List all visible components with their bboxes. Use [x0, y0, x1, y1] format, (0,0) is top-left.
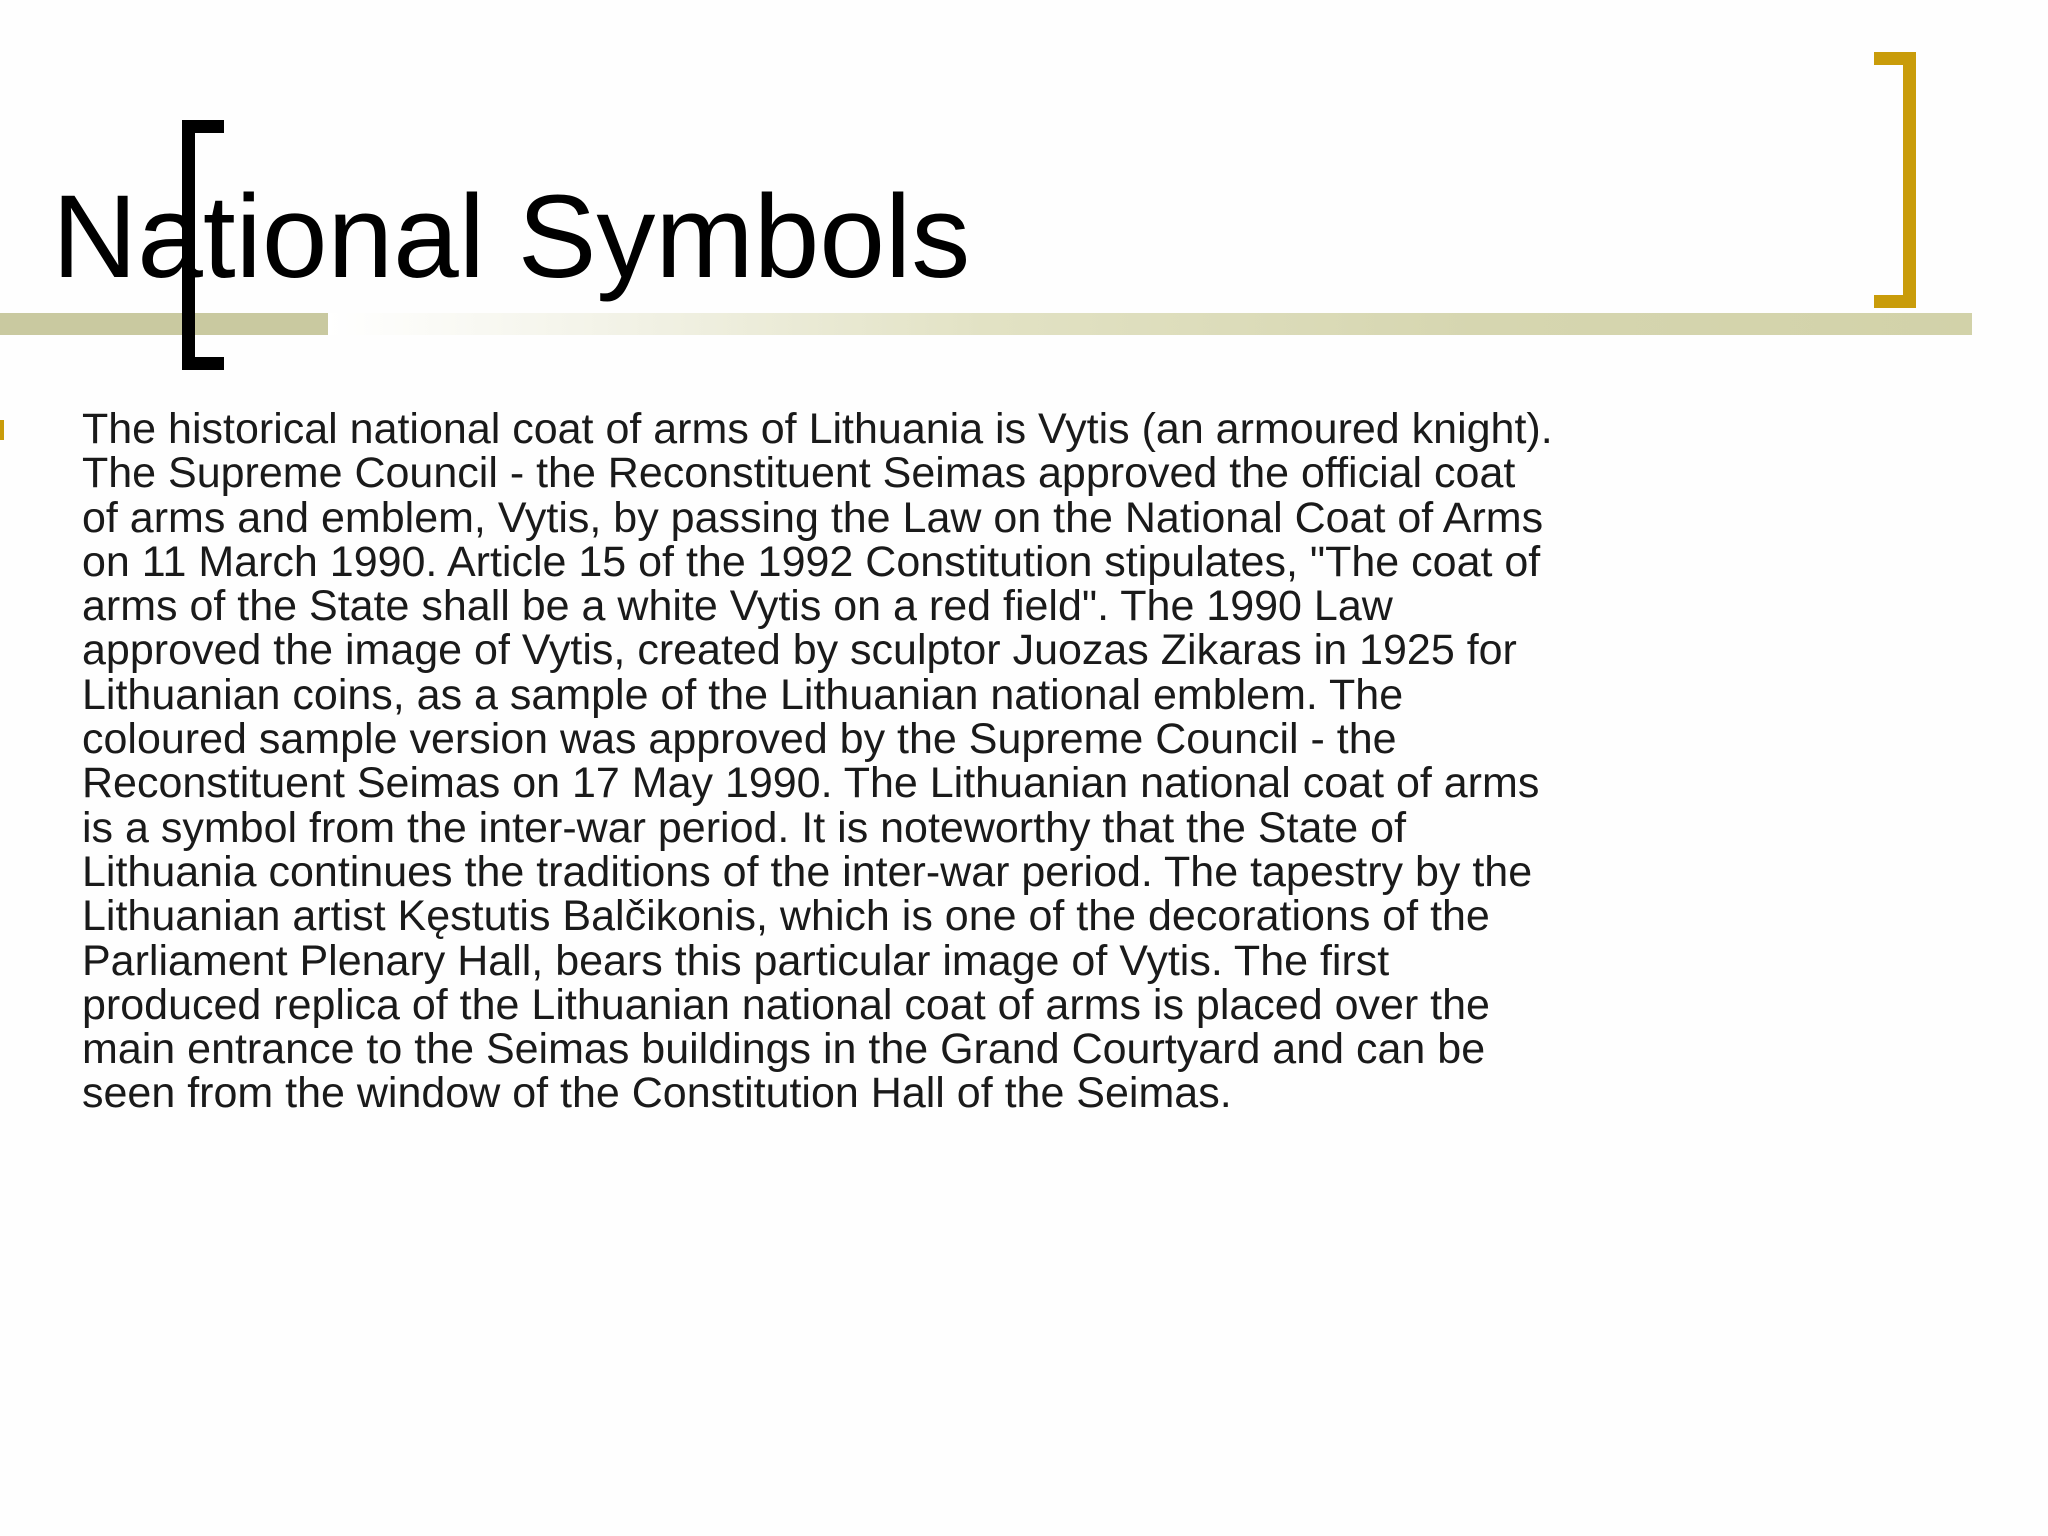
body-line: arms of the State shall be a white Vytis on a red field". The 1990 Law — [82, 582, 1393, 631]
body-line: of arms and emblem, Vytis, by passing the Law on the National Coat of Arms — [82, 493, 1544, 542]
body-line: Lithuania continues the traditions of the inter-war period. The tapestry by the — [82, 847, 1533, 896]
left-bracket-decoration — [182, 120, 224, 370]
body-line: The Supreme Council - the Reconstituent Seimas approved the official coat — [82, 449, 1516, 498]
body-paragraph — [82, 407, 1722, 1116]
body-line: coloured sample version was approved by the Supreme Council - the — [82, 715, 1397, 764]
body-line: produced replica of the Lithuanian national coat of arms is placed over the — [82, 980, 1490, 1029]
slide-title: National Symbols — [52, 171, 971, 303]
title-underline-right — [328, 313, 1972, 335]
body-line: is a symbol from the inter-war period. It is noteworthy that the State of — [82, 803, 1407, 852]
title-underline-left — [0, 313, 328, 335]
body-line: Lithuanian coins, as a sample of the Lithuanian national emblem. The — [82, 670, 1404, 719]
body-line: main entrance to the Seimas buildings in the Grand Courtyard and can be — [82, 1025, 1486, 1074]
body-line: on 11 March 1990. Article 15 of the 1992 Constitution stipulates, "The coat of — [82, 537, 1541, 586]
body-line: Parliament Plenary Hall, bears this particular image of Vytis. The first — [82, 936, 1390, 985]
body-line: seen from the window of the Constitution Hall of the Seimas. — [82, 1069, 1232, 1118]
bullet-marker — [0, 420, 4, 440]
body-line: Reconstituent Seimas on 17 May 1990. The Lithuanian national coat of arms — [82, 759, 1540, 808]
body-line: approved the image of Vytis, created by sculptor Juozas Zikaras in 1925 for — [82, 626, 1517, 675]
body-line: The historical national coat of arms of Lithuania is Vytis (an armoured knight). — [82, 405, 1553, 453]
right-bracket-decoration — [1874, 52, 1916, 308]
body-line: Lithuanian artist Kęstutis Balčikonis, which is one of the decorations of the — [82, 892, 1490, 941]
